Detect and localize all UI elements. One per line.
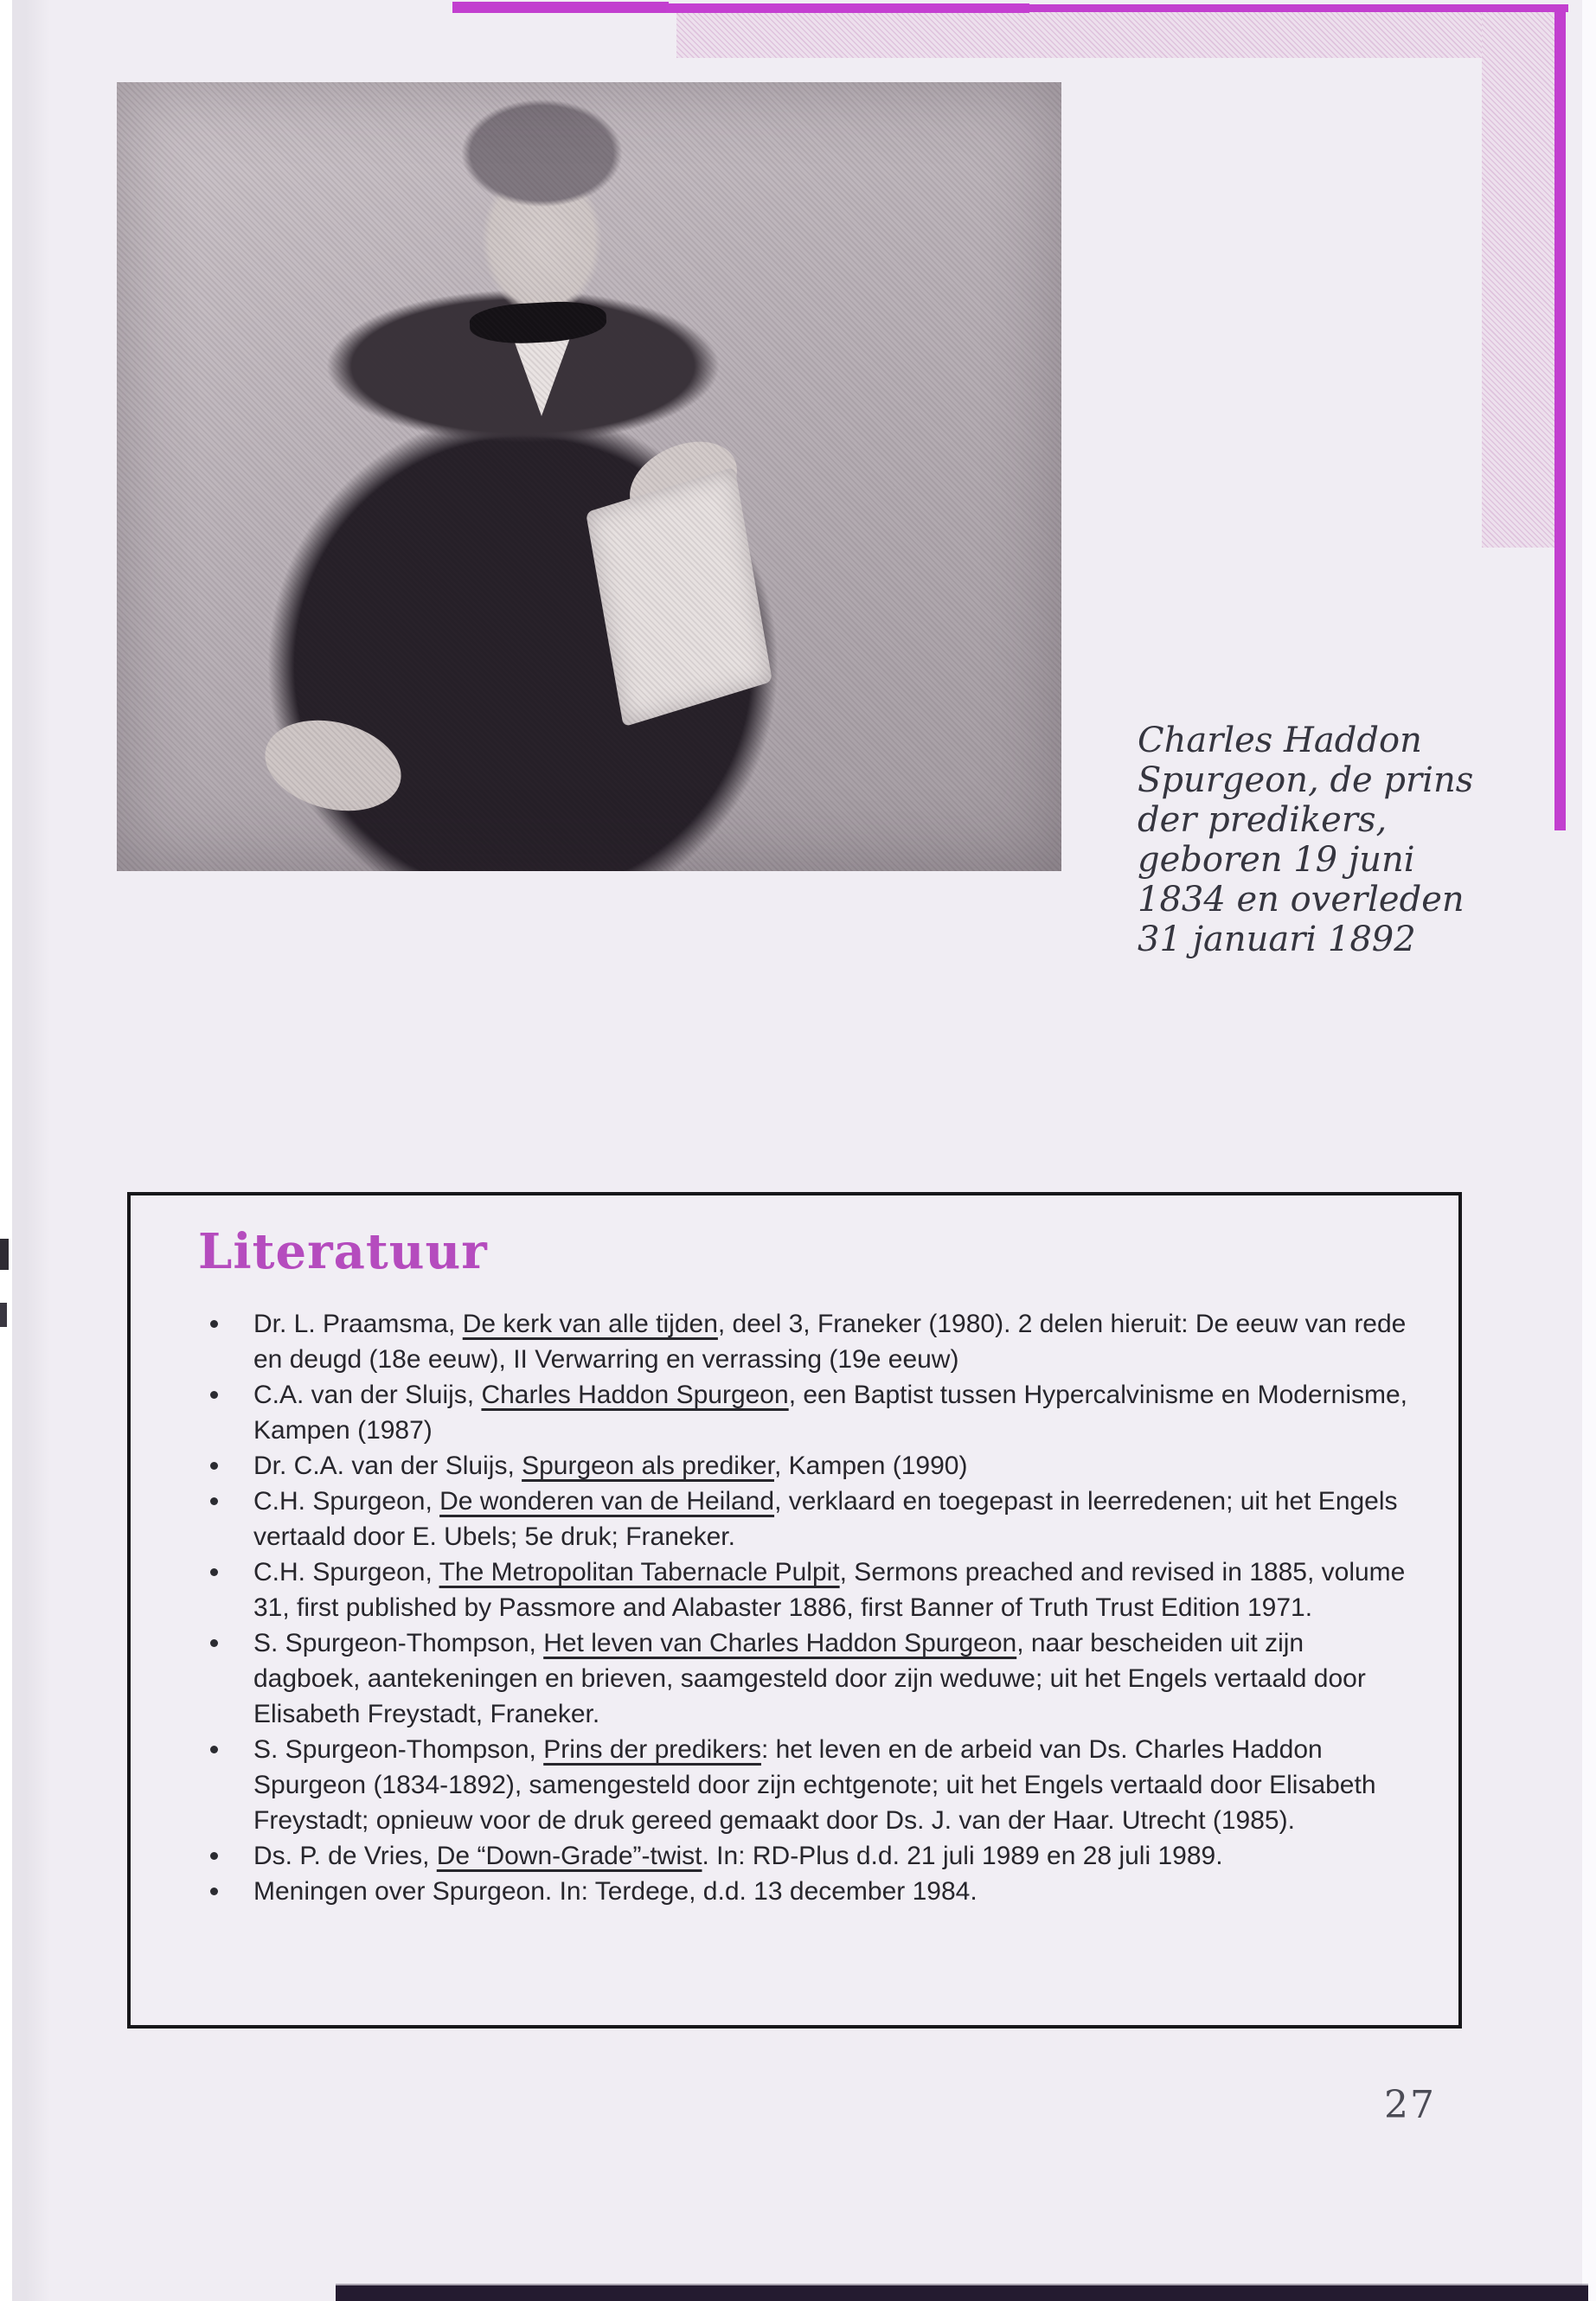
- underlined-title: Prins der predikers: [543, 1735, 761, 1764]
- reference-text: . In: RD-Plus d.d. 21 juli 1989 en 28 juli 1989.: [702, 1842, 1223, 1870]
- bullet-icon: [210, 1852, 218, 1860]
- caption-line: 31 januari 1892: [1138, 920, 1416, 959]
- scan-edge-right: [1582, 0, 1596, 2301]
- reference-text: , verklaard en toegepast in leerredenen; uit het Engels vertaald door E. Ubels; 5e druk; Franeker.: [253, 1487, 1398, 1551]
- bullet-icon: [210, 1746, 218, 1753]
- reference-text: , naar bescheiden uit zijn dagboek, aantekeningen en brieven, saamgesteld door zijn weduwe; uit het Engels vertaald door Elisabeth Freystadt, Franeker.: [253, 1629, 1366, 1728]
- pink-halftone-band-right: [1482, 11, 1555, 548]
- underlined-title: Spurgeon als prediker: [522, 1452, 774, 1480]
- reference-text: C.H. Spurgeon,: [253, 1558, 439, 1586]
- list-item: [205, 1625, 1415, 1732]
- portrait-left-hand: [255, 707, 410, 824]
- photo-caption: [1138, 721, 1501, 959]
- bottom-accent-bar: [336, 2285, 1588, 2301]
- scan-edge-left: [0, 0, 50, 2301]
- reference-text: , Kampen (1990): [773, 1452, 968, 1480]
- literature-list: [131, 1306, 1458, 1909]
- portrait-paper: [586, 467, 772, 727]
- underlined-title: De kerk van alle tijden: [462, 1310, 718, 1338]
- portrait-shirt: [504, 314, 579, 416]
- reference-text: , Sermons preached and revised in 1885, volume 31, first published by Passmore and Alabaster 1886, first Banner of Truth Trust Edition 1971.: [253, 1558, 1406, 1622]
- caption-line: Spurgeon, de prins: [1138, 760, 1474, 800]
- reference-text: , deel 3, Franeker (1980). 2 delen hieruit: De eeuw van rede en deugd (18e eeuw), II Verwarring en verrassing (19e eeuw): [253, 1310, 1407, 1374]
- underlined-title: The Metropolitan Tabernacle Pulpit: [439, 1558, 840, 1586]
- right-accent-line: [1554, 4, 1566, 830]
- underlined-title: De wonderen van de Heiland: [439, 1487, 775, 1516]
- caption-line: Charles Haddon: [1138, 721, 1422, 760]
- bullet-icon: [210, 1568, 218, 1576]
- bullet-icon: [210, 1462, 218, 1470]
- underlined-title: Charles Haddon Spurgeon: [481, 1381, 789, 1409]
- list-item: [205, 1306, 1415, 1377]
- pink-halftone-band-top: [676, 11, 1555, 58]
- underlined-title: Het leven van Charles Haddon Spurgeon: [543, 1629, 1017, 1657]
- literature-heading: Literatuur: [198, 1223, 488, 1280]
- reference-text: Dr. C.A. van der Sluijs,: [253, 1452, 522, 1480]
- bullet-icon: [210, 1639, 218, 1647]
- list-item: [205, 1448, 1415, 1484]
- reference-text: C.H. Spurgeon,: [253, 1487, 440, 1516]
- reference-text: S. Spurgeon-Thompson,: [253, 1629, 544, 1657]
- list-item: [205, 1377, 1415, 1448]
- list-item: [205, 1484, 1415, 1554]
- bullet-icon: [210, 1391, 218, 1399]
- reference-text: , een Baptist tussen Hypercalvinisme en Modernisme, Kampen (1987): [253, 1381, 1408, 1445]
- literature-box: [127, 1192, 1462, 2029]
- portrait-hand: [617, 426, 750, 539]
- reference-text: : het leven en de arbeid van Ds. Charles Haddon Spurgeon (1834-1892), samengesteld door zijn echtgenote; uit het Engels vertaald door Elisabeth Freystadt; opnieuw voor de druk gereed gemaakt door Ds. J. van der Haar. Utrecht (1985).: [253, 1735, 1376, 1835]
- bullet-icon: [210, 1497, 218, 1505]
- bullet-icon: [210, 1888, 218, 1895]
- scan-artifact-mark: [0, 1303, 7, 1327]
- portrait-bow-tie: [469, 299, 607, 346]
- top-accent-line-nub: [452, 2, 669, 13]
- reference-text: Ds. P. de Vries,: [253, 1842, 437, 1870]
- caption-line: geboren 19 juni: [1138, 840, 1415, 880]
- underlined-title: De “Down-Grade”-twist: [436, 1842, 702, 1870]
- page-number: 27: [1384, 2083, 1436, 2127]
- bullet-icon: [210, 1320, 218, 1328]
- reference-text: Meningen over Spurgeon. In: Terdege, d.d. 13 december 1984.: [253, 1877, 977, 1906]
- list-item: [205, 1554, 1415, 1625]
- scan-artifact-mark: [0, 1239, 9, 1270]
- reference-text: C.A. van der Sluijs,: [253, 1381, 482, 1409]
- caption-line: der predikers,: [1138, 800, 1388, 840]
- top-accent-line-step: [666, 3, 1029, 13]
- list-item: [205, 1874, 1415, 1909]
- caption-line: 1834 en overleden: [1138, 880, 1465, 920]
- list-item: [205, 1838, 1415, 1874]
- portrait-photo-spurgeon: [117, 82, 1061, 871]
- reference-text: S. Spurgeon-Thompson,: [253, 1735, 544, 1764]
- reference-text: Dr. L. Praamsma,: [253, 1310, 463, 1338]
- list-item: [205, 1732, 1415, 1838]
